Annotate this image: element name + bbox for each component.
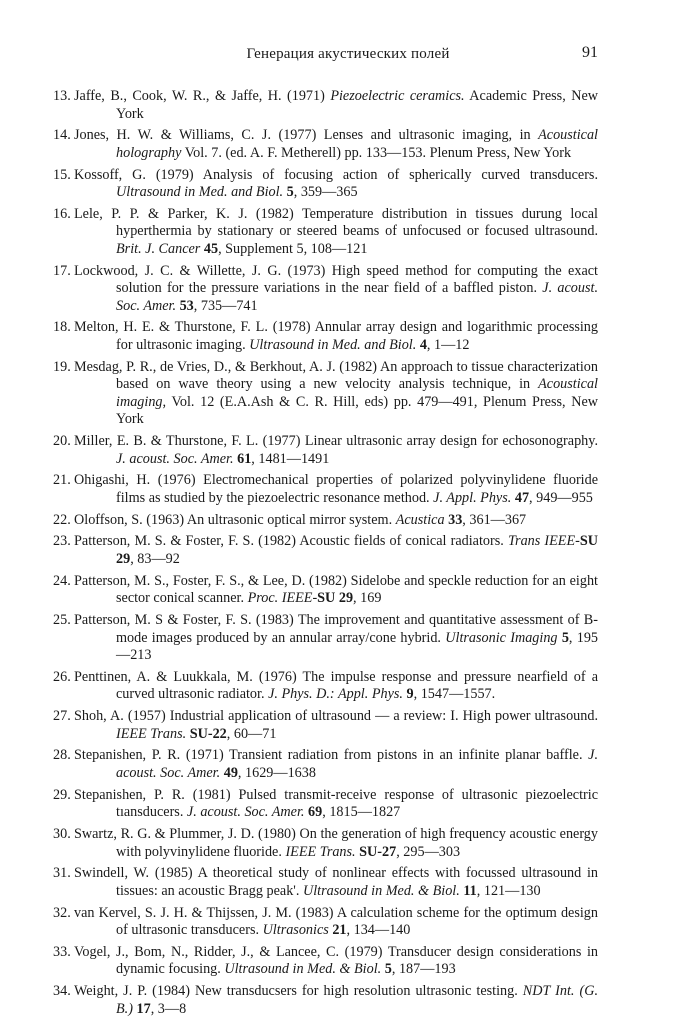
reference-source-title: IEEE Trans.: [285, 843, 356, 860]
reference-text-segment: Lele, P. P. & Parker, K. J. (1982) Temperature distribution in tissues durung local hyperthermia by stationary or steered beams of unfocused or focused ultrasound.: [74, 205, 598, 240]
reference-item: [53, 905, 598, 940]
reference-volume: 29: [338, 590, 354, 607]
reference-item: [53, 787, 598, 822]
reference-text: [74, 167, 598, 202]
reference-volume: SU: [579, 533, 599, 550]
reference-text-segment: Shoh, A. (1957) Industrial application of ultrasound — a review: I. High power ultrasound.: [74, 708, 598, 725]
reference-volume: 5: [286, 184, 294, 201]
reference-text-segment: , 295—303: [396, 843, 461, 860]
reference-text-segment: Stepanishen, P. R. (1971) Transient radiation from pistons in an infinite planar baffle.: [74, 747, 589, 764]
reference-item: [53, 826, 598, 861]
reference-volume: 29: [116, 550, 131, 567]
reference-text-segment: van Kervel, S. J. H. & Thijssen, J. M. (1983) A calculation scheme for the optimum design of ultrasonic transducers.: [74, 904, 598, 939]
reference-item: [53, 319, 598, 354]
reference-source-title: IEEE Trans.: [116, 725, 187, 742]
reference-text-segment: Patterson, M. S & Foster, F. S. (1983) The improvement and quantitative assessment of B-mode images produced by an annular array/cone hybrid.: [74, 612, 598, 646]
reference-text-segment: , 3—8: [150, 1000, 187, 1017]
reference-text: [74, 905, 598, 940]
reference-item: [53, 944, 598, 979]
reference-source-title: J. acoust. Soc. Amer.: [116, 747, 598, 781]
reference-item: [53, 708, 598, 743]
reference-source-title: J. acoust. Soc. Amer.: [116, 450, 234, 467]
reference-number: 24.: [53, 572, 71, 589]
reference-item: [53, 127, 598, 162]
reference-text: [74, 669, 598, 704]
reference-number: 14.: [53, 127, 71, 144]
reference-source-title: J. Phys. D.: Appl. Phys.: [268, 686, 403, 703]
reference-number: 15.: [53, 166, 71, 183]
reference-number: 20.: [53, 433, 71, 450]
reference-item: [53, 359, 598, 429]
reference-number: 17.: [53, 262, 71, 279]
reference-source-title: Ultrasonics: [262, 922, 329, 939]
reference-source-title: Ultrasonic Imaging: [445, 629, 558, 646]
reference-volume: 33: [448, 511, 463, 528]
reference-item: [53, 573, 598, 608]
reference-text-segment: Mesdag, P. R., de Vries, D., & Berkhout, A. J. (1982) An approach to tissue characterization based on wave theory using a new velocity analysis technique, in: [74, 358, 598, 393]
reference-text-segment: Vol. 12 (E.A.Ash & C. R. Hill, eds) pp. 479—491, Plenum Press, New York: [116, 393, 598, 428]
reference-text-segment: Stepanishen, P. R. (1981) Pulsed transmit-receive response of ultrasonic piezoelectric tıansducers.: [74, 786, 598, 821]
reference-text-segment: Swindell, W. (1985) A theoretical study of nonlinear effects with focussed ultrasound in tissues: an acoustic Bragg peak'.: [74, 865, 598, 899]
reference-item: [53, 983, 598, 1018]
reference-text-segment: , 60—71: [226, 725, 277, 742]
reference-text-segment: , 1547—1557.: [413, 686, 496, 703]
reference-text: [74, 88, 598, 123]
reference-text-segment: Penttinen, A. & Luukkala, M. (1976) The impulse response and pressure nearfield of a curved ultrasonic radiator.: [74, 668, 598, 703]
reference-text-segment: , Supplement 5, 108—121: [218, 240, 368, 257]
reference-number: 33.: [53, 943, 71, 960]
reference-text: [74, 127, 598, 162]
reference-volume: 5: [384, 961, 392, 978]
reference-source-title: Ultrasound in Med. & Biol.: [224, 961, 382, 978]
reference-source-title: Ultrasound in Med. and Biol.: [116, 184, 284, 201]
reference-item: [53, 263, 598, 316]
reference-item: [53, 669, 598, 704]
reference-text-segment: Swartz, R. G. & Plummer, J. D. (1980) On the generation of high frequency acoustic energy with polyvinylidene fluoride.: [74, 826, 598, 860]
reference-source-title: Ultrasound in Med. and Biol.: [249, 336, 417, 353]
reference-text-segment: , 187—193: [391, 961, 456, 978]
running-title: Генерация акустических полей: [246, 46, 450, 62]
reference-volume: 21: [332, 922, 347, 939]
reference-text-segment: , 359—365: [293, 184, 358, 201]
reference-text: [74, 983, 598, 1018]
reference-source-title: J. Appl. Phys.: [433, 489, 512, 506]
reference-text-segment: Patterson, M. S., Foster, F. S., & Lee, D. (1982) Sidelobe and speckle reduction for an eight sector conical scanner.: [74, 572, 598, 607]
reference-text-segment: Jones, H. W. & Williams, C. J. (1977) Lenses and ultrasonic imaging, in: [74, 127, 539, 144]
reference-text: [74, 612, 598, 665]
reference-source-title: Trans IEEE-: [507, 533, 580, 550]
reference-volume: SU: [317, 590, 336, 607]
reference-text-segment: , 169: [353, 590, 382, 607]
reference-text-segment: , 1815—1827: [322, 804, 401, 821]
reference-source-title: Brit. J. Cancer: [116, 240, 201, 257]
reference-source-title: Acustica: [395, 511, 445, 528]
reference-text: [74, 747, 598, 782]
reference-number: 34.: [53, 983, 71, 1000]
reference-text-segment: , 1—12: [426, 336, 470, 353]
reference-text-segment: Jaffe, B., Cook, W. R., & Jaffe, H. (1971): [74, 88, 331, 104]
reference-number: 29.: [53, 786, 71, 803]
reference-text: [74, 512, 598, 530]
reference-text-segment: Vogel, J., Bom, N., Ridder, J., & Lancee, C. (1979) Transducer design considerations in dynamic focusing.: [74, 943, 598, 978]
reference-number: 27.: [53, 708, 71, 725]
reference-number: 13.: [53, 88, 71, 104]
reference-text-segment: Kossoff, G. (1979) Analysis of focusing action of spherically curved transducers.: [74, 166, 598, 183]
reference-text-segment: Academic Press, New York: [116, 88, 598, 122]
reference-source-title: NDT Int. (G. B.): [116, 983, 598, 1017]
reference-text-segment: Melton, H. E. & Thurstone, F. L. (1978) Annular array design and logarithmic processing for ultrasonic imaging.: [74, 319, 598, 353]
reference-number: 19.: [53, 358, 71, 375]
reference-number: 21.: [53, 472, 71, 489]
page-number: 91: [582, 44, 598, 61]
reference-item: [53, 533, 598, 568]
reference-text-segment: , 949—955: [529, 489, 593, 506]
reference-number: 18.: [53, 319, 71, 336]
reference-item: [53, 747, 598, 782]
reference-text-segment: , 134—140: [346, 922, 411, 939]
reference-text-segment: , 361—367: [462, 511, 527, 528]
reference-text: [74, 826, 598, 861]
reference-text-segment: Vol. 7. (ed. A. F. Metherell) pp. 133—153. Plenum Press, New York: [181, 144, 572, 161]
reference-item: [53, 865, 598, 900]
reference-source-title: Piezoelectric ceramics.: [330, 88, 465, 104]
reference-source-title: J. acoust. Soc. Amer.: [116, 280, 598, 314]
reference-volume: 11: [463, 882, 477, 899]
reference-text: [74, 533, 598, 568]
reference-number: 25.: [53, 612, 71, 629]
reference-text: [74, 787, 598, 822]
reference-number: 16.: [53, 205, 71, 222]
reference-number: 28.: [53, 747, 71, 764]
reference-text-segment: Ohigashi, H. (1976) Electromechanical properties of polarized polyvinylidene fluoride films as studied by the piezoelectric resonance method.: [74, 472, 598, 506]
reference-volume: 49: [223, 764, 238, 781]
reference-text-segment: Patterson, M. S. & Foster, F. S. (1982) Acoustic fields of conical radiators.: [74, 533, 508, 550]
reference-text-segment: , 1481—1491: [251, 450, 330, 467]
reference-volume: 9: [406, 686, 414, 703]
reference-number: 30.: [53, 826, 71, 843]
reference-number: 26.: [53, 668, 71, 685]
reference-item: [53, 206, 598, 259]
reference-source-title: Acoustical holography: [116, 127, 598, 161]
reference-volume: SU-22: [189, 725, 227, 742]
reference-text-segment: Oloffson, S. (1963) An ultrasonic optical mirror system.: [74, 511, 396, 528]
reference-item: [53, 612, 598, 665]
reference-number: 22.: [53, 511, 71, 528]
reference-volume: 45: [203, 240, 219, 257]
reference-list: [53, 88, 598, 1023]
reference-item: [53, 167, 598, 202]
reference-text-segment: , 735—741: [193, 297, 258, 314]
reference-item: [53, 433, 598, 468]
reference-source-title: Acoustical imaging,: [116, 376, 598, 410]
reference-text-segment: , 195—213: [116, 629, 599, 664]
reference-item: [53, 512, 598, 530]
reference-number: 31.: [53, 865, 71, 882]
reference-text: [74, 708, 598, 743]
reference-text-segment: Weight, J. P. (1984) New transducsers for high resolution ultrasonic testing.: [74, 983, 523, 1000]
reference-volume: 5: [561, 629, 569, 646]
reference-source-title: Proc. IEEE-: [247, 590, 318, 607]
reference-volume: 47: [514, 489, 530, 506]
reference-text: [74, 319, 598, 354]
reference-text-segment: , 83—92: [130, 550, 180, 567]
reference-text: [74, 865, 598, 900]
reference-volume: 17: [136, 1000, 151, 1017]
reference-text-segment: , 121—130: [476, 882, 541, 899]
reference-item: [53, 88, 598, 123]
reference-volume: 61: [237, 450, 252, 467]
reference-volume: SU-27: [359, 843, 397, 860]
reference-text: [74, 573, 598, 608]
reference-source-title: J. acoust. Soc. Amer.: [186, 804, 305, 821]
reference-text: [74, 944, 598, 979]
reference-text: [74, 206, 598, 259]
reference-text: [74, 433, 598, 468]
reference-number: 23.: [53, 533, 71, 550]
reference-text: [74, 359, 598, 429]
reference-text-segment: Lockwood, J. C. & Willette, J. G. (1973) High speed method for computing the exact solution for the pressure variations in the near field of a baffled piston.: [74, 262, 598, 297]
reference-text-segment: , 1629—1638: [237, 764, 316, 781]
reference-volume: 4: [419, 336, 427, 353]
reference-text: [74, 263, 598, 316]
reference-source-title: Ultrasound in Med. & Biol.: [302, 882, 460, 899]
reference-text-segment: Miller, E. B. & Thurstone, F. L. (1977) Linear ultrasonic array design for echosonography.: [74, 433, 598, 450]
reference-volume: 69: [308, 804, 323, 821]
reference-volume: 53: [179, 297, 194, 314]
reference-number: 32.: [53, 904, 71, 921]
reference-text: [74, 472, 598, 507]
reference-item: [53, 472, 598, 507]
